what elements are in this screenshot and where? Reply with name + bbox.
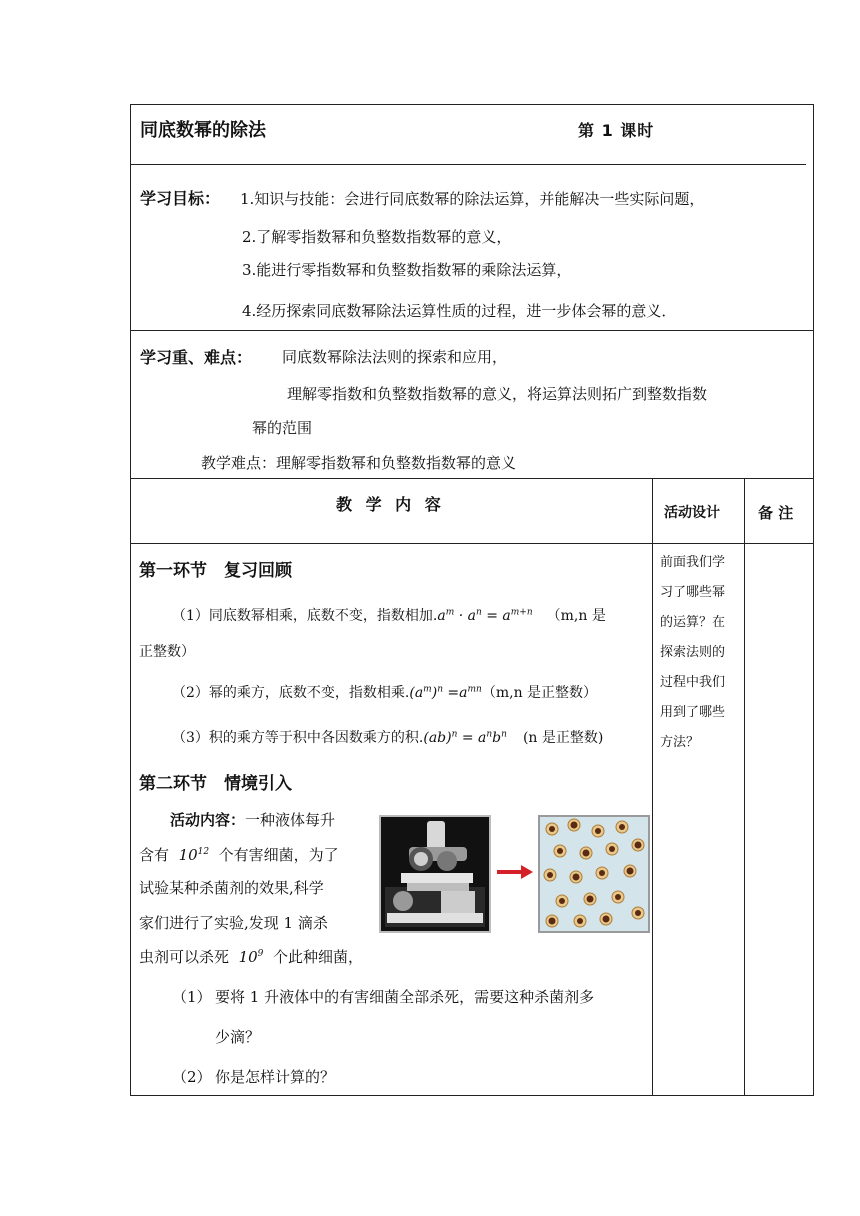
objective-item-1: 1.知识与技能：会进行同底数幂的除法运算，并能解决一些实际问题，: [240, 190, 705, 208]
activity-col-border: [652, 478, 653, 1096]
question-2-number: （2）: [172, 1068, 212, 1086]
keypoints-line-3: 幂的范围: [252, 419, 313, 437]
keypoints-label: 学习重、难点：: [140, 348, 253, 367]
activity-text-1: 一种液体每升: [245, 811, 336, 829]
column-header-remarks: 备 注: [758, 504, 794, 522]
exponent-12: 12: [197, 847, 210, 857]
activity-text-2b: 个有害细菌，为了: [218, 846, 339, 864]
question-1-number: （1）: [172, 988, 212, 1006]
microscope-image: [379, 815, 491, 933]
rule-3-condition: (n 是正整数): [522, 730, 604, 746]
exponent-9: 9: [257, 949, 264, 959]
rule-1-condition: （m,n 是: [546, 608, 606, 624]
table-left-border: [130, 104, 131, 1096]
activity-para-line-1: [170, 809, 335, 830]
microscope-icon: [381, 817, 489, 931]
question-1-line-1: 要将 1 升液体中的有害细菌全部杀死，需要这种杀菌剂多: [215, 988, 595, 1006]
side-note-line: 习了哪些幂: [660, 585, 726, 600]
section2-title: 第二环节 情境引入: [139, 774, 292, 794]
page-title: 同底数幂的除法: [140, 120, 266, 141]
rule-2-text: （2）幂的乘方，底数不变，指数相乘.: [172, 685, 410, 701]
table-right-border: [813, 104, 814, 1096]
side-note-line: 用到了哪些: [660, 705, 726, 720]
bacteria-count: $10^{12}$: [178, 846, 210, 864]
rule-3: [172, 727, 603, 747]
keypoints-line-2: 理解零指数和负整数指数幂的意义，将运算法则拓广到整数指数: [287, 385, 708, 403]
activity-label: 活动内容：: [170, 811, 246, 829]
side-note-line: 探索法则的: [660, 645, 726, 660]
activity-para-line-3: 试验某种杀菌剂的效果,科学: [139, 879, 324, 897]
rule-1: [172, 605, 606, 625]
bacteria-image: [538, 815, 650, 933]
activity-text-5a: 虫剂可以杀死: [139, 948, 230, 966]
keypoints-line-1: 同底数幂除法法则的探索和应用，: [282, 348, 508, 366]
table-top-border: [130, 104, 814, 105]
objective-item-3: 3.能进行零指数幂和负整数指数幂的乘除法运算，: [242, 261, 572, 279]
question-1-line-2: 少滴？: [215, 1028, 261, 1046]
section1-title: 第一环节 复习回顾: [139, 561, 292, 581]
rule-1-text: （1）同底数幂相乘，底数不变，指数相加.: [172, 608, 438, 624]
column-header-activity: 活动设计: [664, 505, 720, 521]
objective-item-4: 4.经历探索同底数幂除法运算性质的过程，进一步体会幂的意义．: [242, 302, 677, 320]
rule-1-condition-cont: 正整数）: [139, 644, 195, 660]
side-note-line: 过程中我们: [660, 675, 726, 690]
activity-text-5b: 个此种细菌，: [272, 948, 363, 966]
lesson-number: 第 1 课时: [578, 121, 655, 140]
kill-count: $10^9$: [238, 948, 264, 966]
activity-design-note: [660, 548, 742, 758]
objectives-divider: [130, 330, 814, 331]
header-divider: [130, 164, 806, 165]
keypoints-divider: [130, 478, 814, 479]
side-note-line: 方法？: [660, 735, 700, 750]
remarks-col-border: [744, 478, 745, 1096]
side-note-line: 的运算？在: [660, 615, 726, 630]
activity-para-line-4: 家们进行了实验,发现 1 滴杀: [139, 914, 328, 932]
activity-para-line-2: [139, 844, 339, 865]
rule-1-formula: $a^m \cdot a^n = a^{m+n}$: [437, 607, 533, 624]
question-2-text: 你是怎样计算的？: [215, 1068, 336, 1086]
table-header-divider: [130, 543, 814, 544]
rule-2-formula: $(a^m)^n =a^{mn}$: [409, 684, 482, 701]
column-header-content: 教 学 内 容: [336, 495, 445, 514]
objective-item-2: 2.了解零指数幂和负整数指数幂的意义，: [242, 228, 512, 246]
rule-3-formula: $(ab)^n = a^nb^n$: [423, 729, 507, 746]
rule-2-condition: （m,n 是正整数）: [481, 685, 598, 701]
bacteria-cells-icon: [540, 817, 648, 931]
activity-para-line-5: [139, 946, 363, 967]
table-bottom-border: [130, 1095, 814, 1096]
rule-2: [172, 682, 597, 702]
arrow-right-icon: [497, 865, 533, 879]
activity-text-2a: 含有: [139, 846, 170, 864]
rule-3-text: （3）积的乘方等于积中各因数乘方的积.: [172, 730, 424, 746]
objectives-label: 学习目标：: [140, 189, 221, 208]
keypoints-line-4: 教学难点：理解零指数幂和负整数指数幂的意义: [201, 454, 517, 472]
side-note-line: 前面我们学: [660, 555, 726, 570]
